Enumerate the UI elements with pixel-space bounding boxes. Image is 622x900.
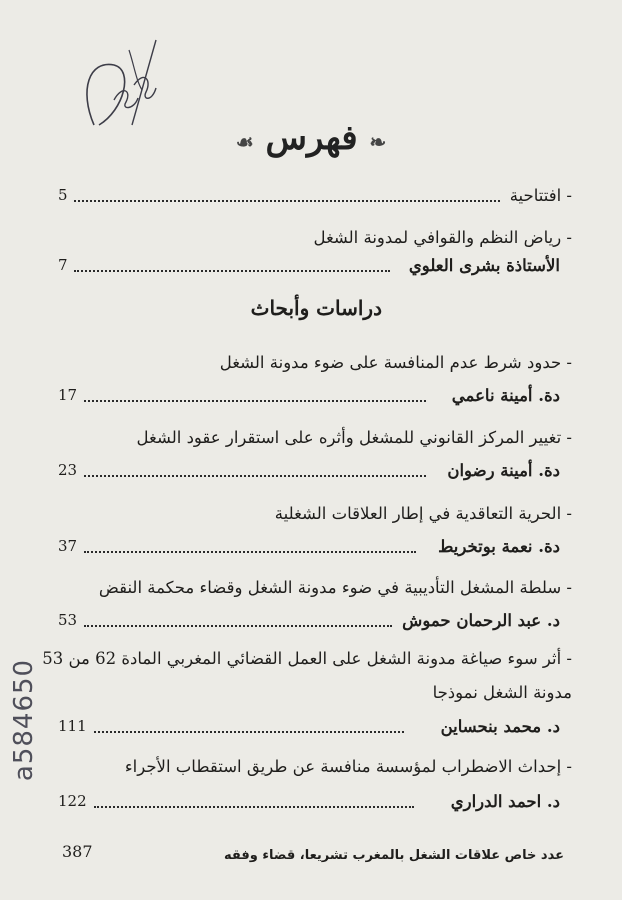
toc-page-number: 5	[58, 186, 68, 204]
side-stamp-text: a584650	[9, 658, 39, 782]
toc-entry-title[interactable]: - سلطة المشغل التأديبية في ضوء مدونة الشغل وقضاء محكمة النقض	[98, 578, 572, 597]
toc-page-number: 7	[58, 256, 68, 274]
page-title	[0, 118, 622, 158]
toc-entry-title[interactable]: - حدود شرط عدم المنافسة على ضوء مدونة الشغل	[219, 353, 572, 372]
side-stamp	[6, 640, 42, 800]
toc-entry-intro[interactable]: - افتتاحية	[509, 186, 572, 205]
toc-entry-author: د. محمد بنحساين	[440, 717, 560, 736]
toc-dots	[74, 270, 390, 272]
toc-dots	[84, 400, 426, 402]
page-title-text: فهرس	[265, 118, 358, 158]
toc-dots	[84, 475, 426, 477]
toc-dots	[74, 200, 500, 202]
toc-page-number: 17	[58, 386, 78, 404]
toc-page-number: 122	[58, 792, 87, 810]
toc-entry-author: الأستاذة بشرى العلوي	[408, 256, 560, 275]
footer-journal-title: عدد خاص علاقات الشغل بالمغرب تشريعا، قضاء وفقه	[224, 848, 564, 863]
toc-dots	[84, 625, 392, 627]
toc-dots	[94, 806, 414, 808]
toc-page-number: 53	[58, 611, 78, 629]
section-title: دراسات وأبحاث	[250, 296, 382, 320]
toc-page-number: 111	[58, 717, 87, 735]
ornament-left-icon: ❧	[369, 130, 387, 154]
toc-entry-author: دة. أمينة ناعمي	[451, 386, 560, 405]
toc-entry-title[interactable]: - الحرية التعاقدية في إطار العلاقات الشغلية	[274, 504, 572, 523]
ornament-right-icon: ☙	[235, 130, 254, 154]
toc-dots	[94, 731, 404, 733]
toc-entry-title[interactable]: - أثر سوء صياغة مدونة الشغل على العمل القضائي المغربي المادة 62 من 53	[42, 649, 572, 668]
toc-page-number: 37	[58, 537, 78, 555]
toc-entry-title[interactable]: - تغيير المركز القانوني للمشغل وأثره على استقرار عقود الشغل	[136, 428, 572, 447]
toc-entry-author: د. احمد الدراري	[450, 792, 560, 811]
toc-dots	[84, 551, 416, 553]
toc-entry-title[interactable]: - رياض النظم والقوافي لمدونة الشغل	[313, 228, 572, 247]
footer-page-number: 387	[62, 842, 93, 861]
toc-entry-title[interactable]: - إحداث الاضطراب لمؤسسة منافسة عن طريق استقطاب الأجراء	[124, 757, 572, 776]
toc-page-number: 23	[58, 461, 78, 479]
toc-entry-author: د. عبد الرحمان حموش	[402, 611, 560, 630]
toc-entry-author: دة. أمينة رضوان	[447, 461, 560, 480]
toc-entry-author: دة. نعمة بوتخريط	[438, 537, 560, 556]
toc-entry-title-continued[interactable]: مدونة الشغل نموذجا	[432, 683, 572, 702]
